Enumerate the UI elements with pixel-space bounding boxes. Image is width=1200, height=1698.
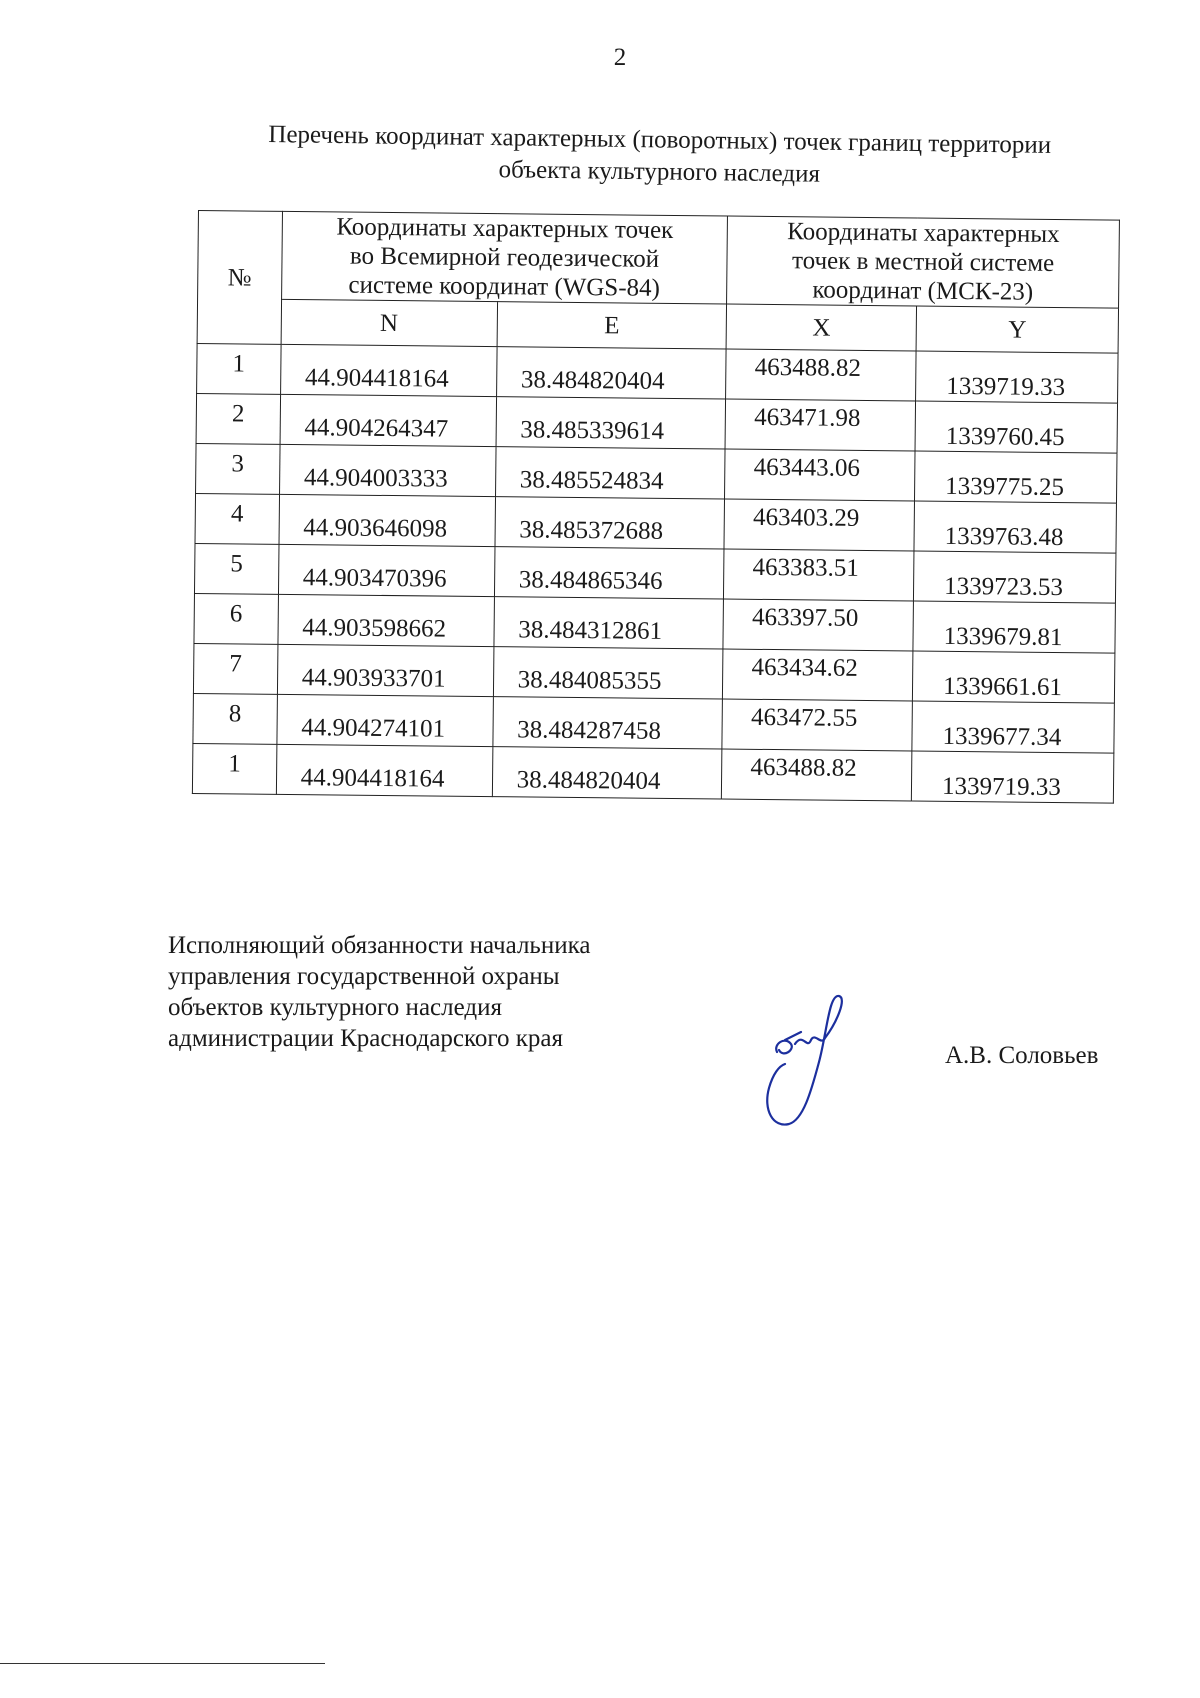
position-line-4: администрации Краснодарского края (168, 1025, 564, 1052)
cell-e: 38.485372688 (495, 497, 725, 549)
cell-y: 1339775.25 (915, 451, 1117, 503)
cell-y: 1339719.33 (916, 351, 1118, 403)
cell-e: 38.484820404 (492, 747, 722, 799)
row-number: 8 (193, 693, 277, 744)
cell-n: 44.903646098 (279, 494, 495, 546)
cell-x: 463471.98 (725, 399, 915, 451)
row-number: 1 (197, 343, 281, 394)
header-msk23 (727, 216, 1120, 308)
cell-e: 38.485524834 (495, 447, 725, 499)
table-body (192, 343, 1118, 803)
title-line-1: Перечень координат характерных (поворотных) точек границ территории (268, 120, 1052, 159)
cell-n: 44.904418164 (280, 344, 496, 396)
row-number: 1 (192, 743, 276, 794)
header-x: X (726, 304, 916, 351)
signature-position (168, 930, 668, 1054)
cell-n: 44.904274101 (277, 694, 493, 746)
header-e: E (497, 302, 727, 349)
cell-y: 1339719.33 (911, 751, 1113, 803)
cell-e: 38.484085355 (493, 647, 723, 699)
cell-y: 1339760.45 (915, 401, 1117, 453)
signer-name: А.В. Соловьев (945, 1042, 1099, 1069)
header-n: N (281, 299, 497, 346)
header-wgs84-line-3: системе координат (WGS-84) (348, 271, 661, 302)
document-title (199, 118, 1120, 195)
header-msk23-line-3: координат (МСК-23) (812, 276, 1034, 306)
cell-n: 44.903470396 (278, 544, 494, 596)
page-number: 2 (613, 44, 627, 71)
header-wgs84-line-2: во Всемирной геодезической (349, 242, 660, 273)
row-number: 6 (194, 593, 278, 644)
cell-y: 1339763.48 (914, 501, 1116, 553)
header-wgs84 (281, 211, 728, 304)
header-msk23-line-2: точек в местной системе (791, 247, 1055, 277)
title-line-2: объекта культурного наследия (498, 156, 821, 188)
cell-e: 38.484312861 (494, 597, 724, 649)
coordinates-table-wrap (192, 210, 1120, 804)
coordinates-table (192, 210, 1120, 804)
header-msk23-line-1: Координаты характерных (787, 218, 1060, 249)
row-number: 7 (193, 643, 277, 694)
cell-e: 38.485339614 (496, 397, 726, 449)
row-number: 4 (195, 493, 279, 544)
cell-e: 38.484287458 (493, 697, 723, 749)
cell-x: 463434.62 (723, 649, 913, 701)
header-number: № (197, 211, 282, 345)
position-line-1: Исполняющий обязанности начальника (168, 932, 591, 959)
table-row (192, 743, 1113, 803)
header-y: Y (916, 306, 1118, 353)
cell-x: 463488.82 (726, 349, 916, 401)
footer-rule (0, 1663, 325, 1664)
cell-x: 463403.29 (724, 499, 914, 551)
handwritten-signature (755, 992, 875, 1142)
cell-x: 463443.06 (725, 449, 915, 501)
cell-e: 38.484820404 (496, 347, 726, 399)
cell-n: 44.904418164 (276, 744, 492, 796)
cell-x: 463472.55 (722, 699, 912, 751)
cell-x: 463488.82 (722, 749, 912, 801)
cell-y: 1339677.34 (912, 701, 1114, 753)
cell-x: 463397.50 (723, 599, 913, 651)
position-line-3: объектов культурного наследия (168, 994, 502, 1021)
cell-y: 1339661.61 (913, 651, 1115, 703)
position-line-2: управления государственной охраны (168, 963, 560, 990)
cell-n: 44.903933701 (277, 644, 493, 696)
row-number: 3 (196, 443, 280, 494)
cell-y: 1339679.81 (913, 601, 1115, 653)
cell-n: 44.903598662 (278, 594, 494, 646)
header-wgs84-line-1: Координаты характерных точек (336, 213, 674, 244)
row-number: 5 (194, 543, 278, 594)
cell-e: 38.484865346 (494, 547, 724, 599)
row-number: 2 (196, 393, 280, 444)
cell-n: 44.904264347 (280, 394, 496, 446)
cell-x: 463383.51 (724, 549, 914, 601)
cell-y: 1339723.53 (914, 551, 1116, 603)
cell-n: 44.904003333 (279, 444, 495, 496)
table-header-row (198, 211, 1120, 309)
